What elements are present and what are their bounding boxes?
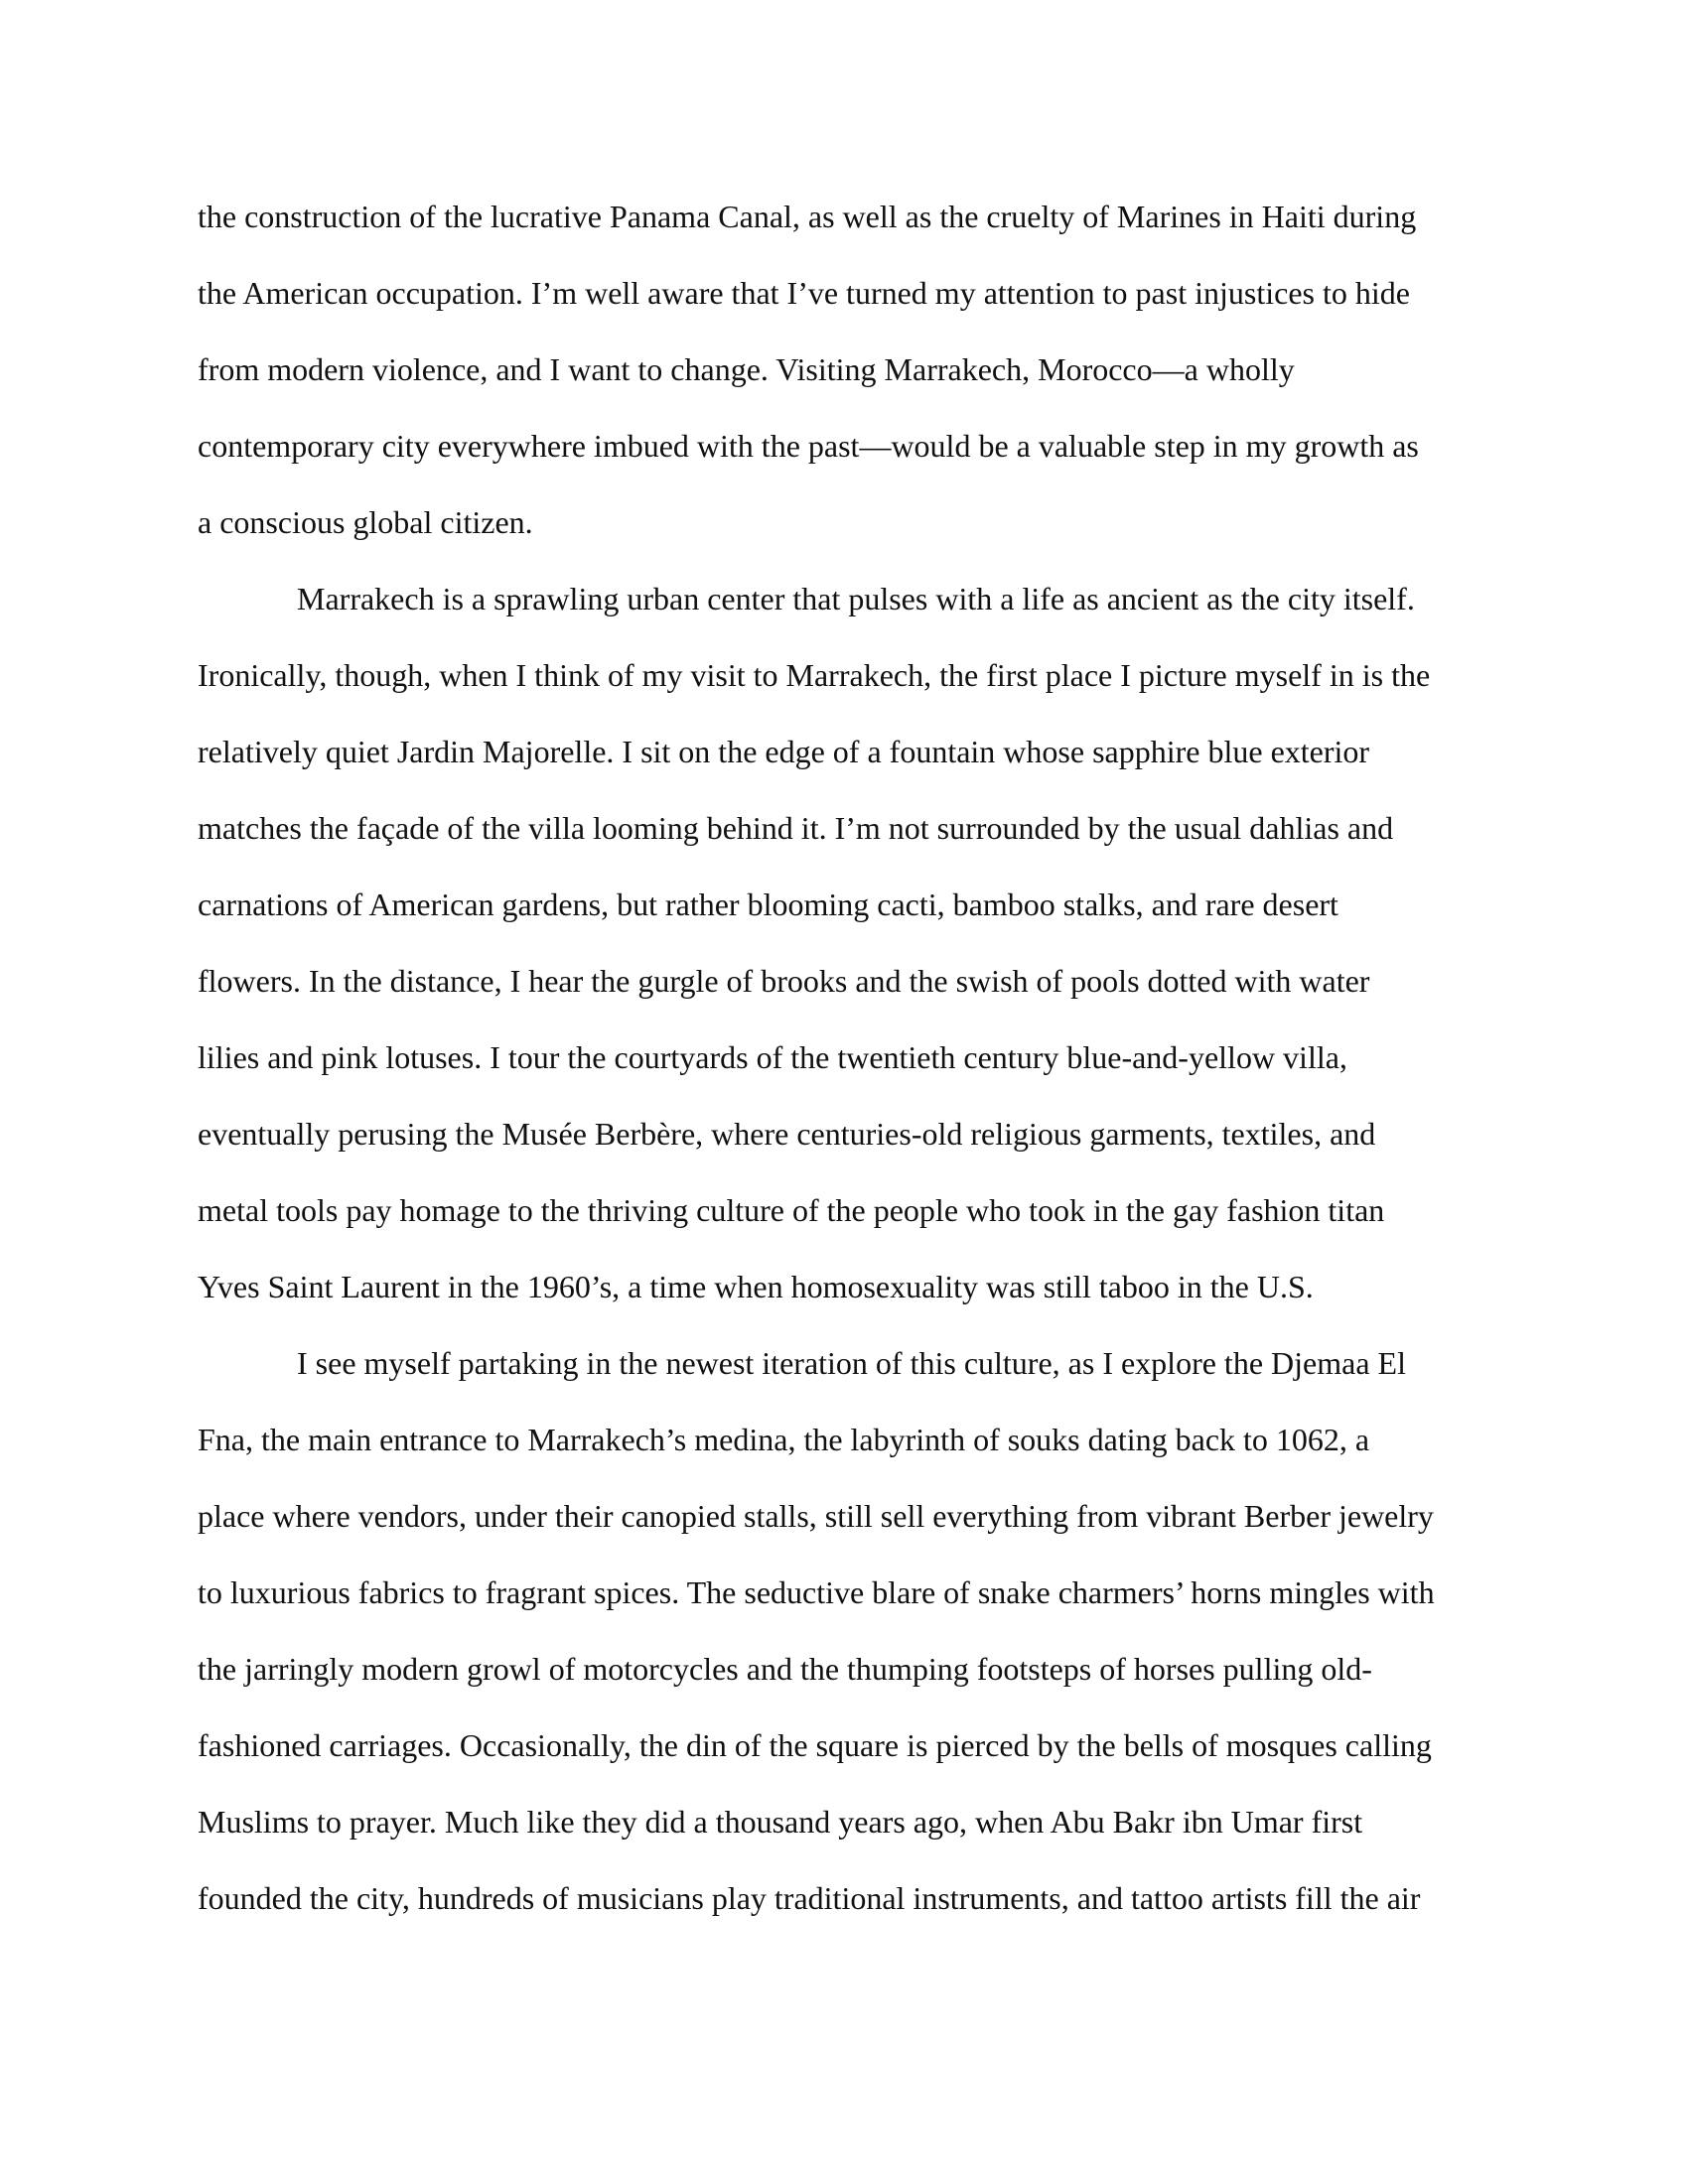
text-line: lilies and pink lotuses. I tour the courtyards of the twentieth century blue-and-yellow villa, <box>198 1039 1347 1075</box>
paragraph-3 <box>198 1340 1498 1952</box>
text-line: from modern violence, and I want to change. Visiting Marrakech, Morocco—a wholly <box>198 351 1295 387</box>
text-line: contemporary city everywhere imbued with the past—would be a valuable step in my growth as <box>198 428 1419 464</box>
text-line: founded the city, hundreds of musicians play traditional instruments, and tattoo artists fill the air <box>198 1880 1421 1916</box>
text-line: metal tools pay homage to the thriving culture of the people who took in the gay fashion titan <box>198 1192 1385 1228</box>
text-line: Yves Saint Laurent in the 1960’s, a time when homosexuality was still taboo in the U.S. <box>198 1269 1314 1304</box>
text-line: the American occupation. I’m well aware that I’ve turned my attention to past injustices to hide <box>198 275 1410 311</box>
text-line: I see myself partaking in the newest iteration of this culture, as I explore the Djemaa El <box>297 1345 1406 1381</box>
text-line: the jarringly modern growl of motorcycles and the thumping footsteps of horses pulling old- <box>198 1651 1372 1687</box>
text-line: the construction of the lucrative Panama Canal, as well as the cruelty of Marines in Haiti during <box>198 199 1417 234</box>
text-line: flowers. In the distance, I hear the gurgle of brooks and the swish of pools dotted with water <box>198 963 1370 999</box>
paragraph-2 <box>198 576 1498 1340</box>
text-line: matches the façade of the villa looming behind it. I’m not surrounded by the usual dahlias and <box>198 810 1394 846</box>
text-line: to luxurious fabrics to fragrant spices. The seductive blare of snake charmers’ horns mingles with <box>198 1574 1435 1610</box>
text-line: carnations of American gardens, but rather blooming cacti, bamboo stalks, and rare desert <box>198 887 1338 922</box>
text-line: relatively quiet Jardin Majorelle. I sit on the edge of a fountain whose sapphire blue exterior <box>198 734 1370 769</box>
paragraph-1 <box>198 194 1498 576</box>
text-line: Ironically, though, when I think of my visit to Marrakech, the first place I picture myself in is the <box>198 657 1431 693</box>
text-line: Marrakech is a sprawling urban center that pulses with a life as ancient as the city itself. <box>297 581 1415 616</box>
text-line: place where vendors, under their canopied stalls, still sell everything from vibrant Berber jewelry <box>198 1498 1434 1534</box>
document-body <box>198 194 1498 1952</box>
text-line: eventually perusing the Musée Berbère, where centuries-old religious garments, textiles, and <box>198 1116 1376 1152</box>
text-line: fashioned carriages. Occasionally, the din of the square is pierced by the bells of mosques calling <box>198 1727 1432 1763</box>
text-line: Fna, the main entrance to Marrakech’s medina, the labyrinth of souks dating back to 1062, a <box>198 1422 1370 1457</box>
text-line: a conscious global citizen. <box>198 504 533 540</box>
text-line: Muslims to prayer. Much like they did a thousand years ago, when Abu Bakr ibn Umar first <box>198 1804 1363 1840</box>
